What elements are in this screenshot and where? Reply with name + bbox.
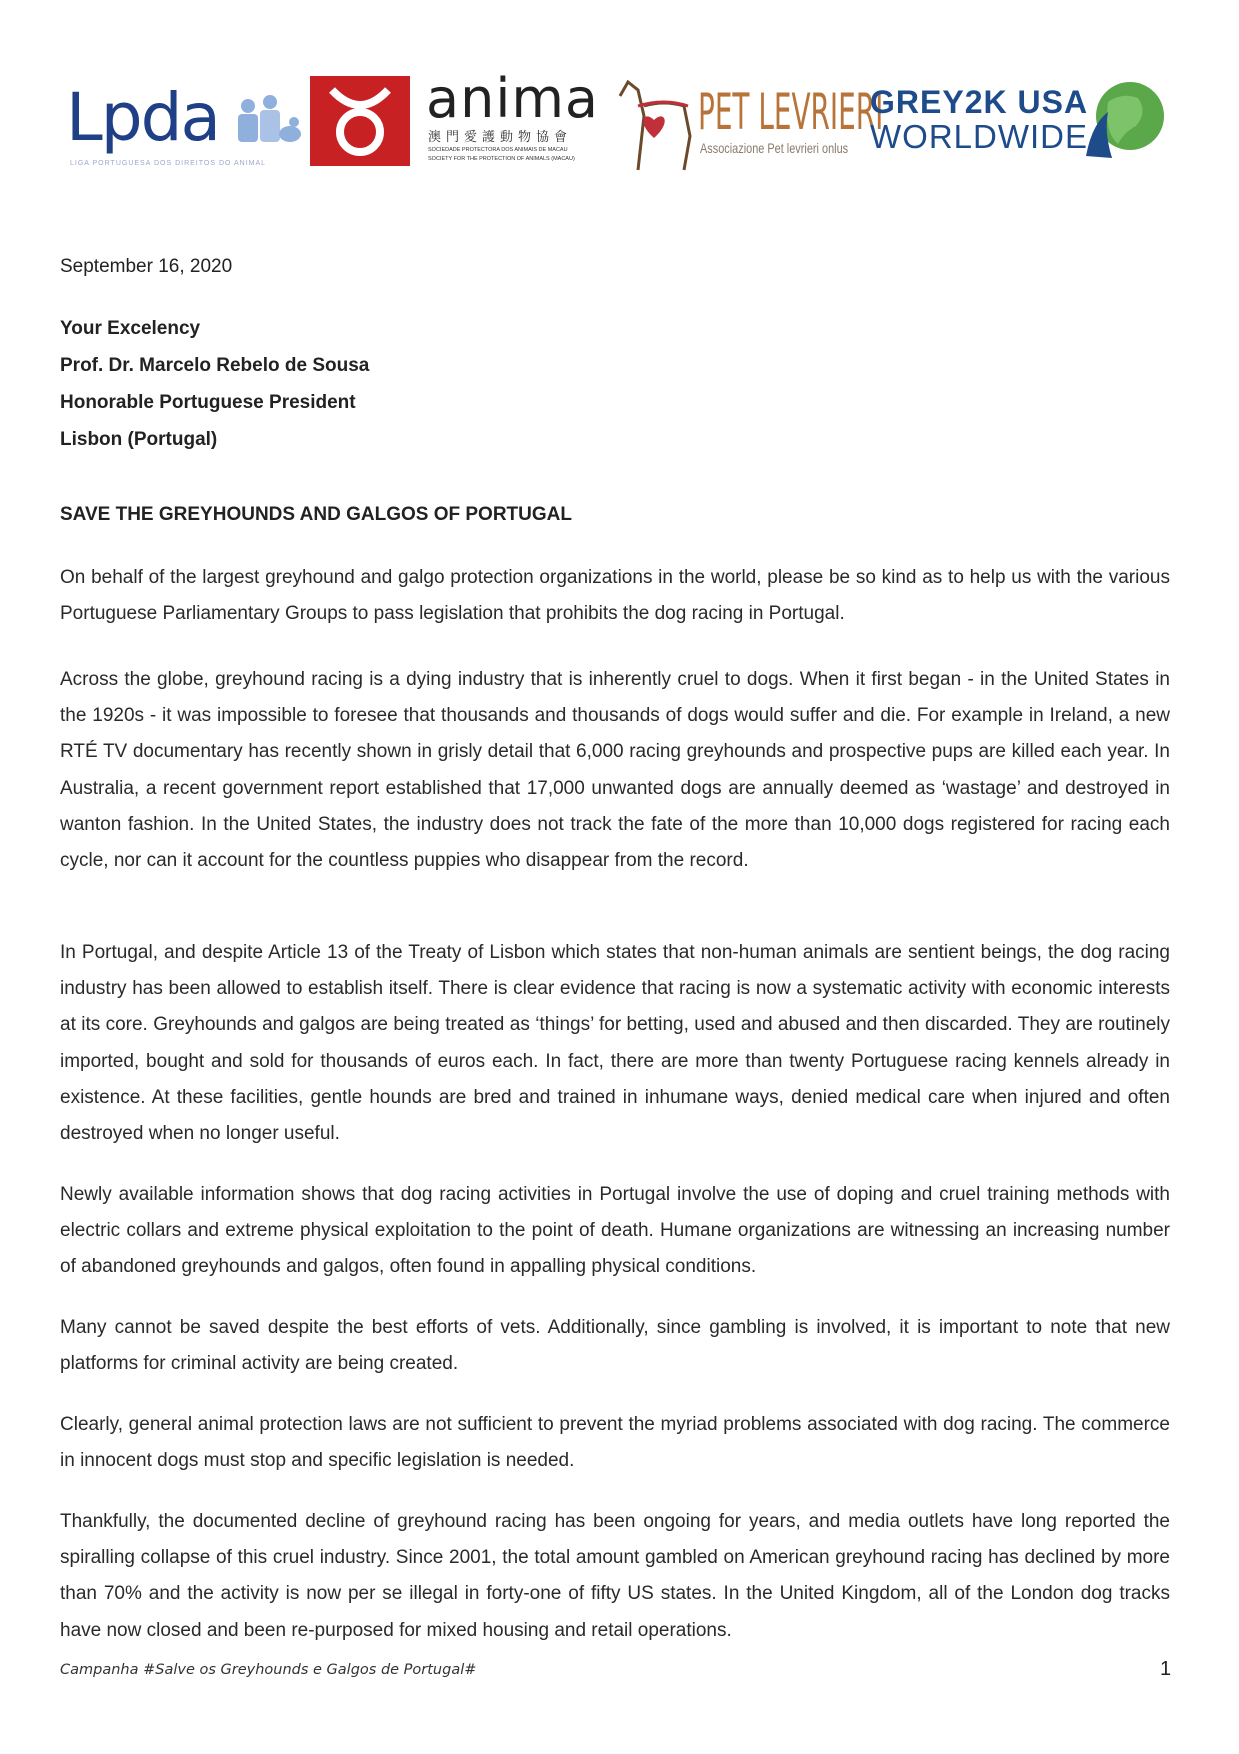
- paragraph-5: Many cannot be saved despite the best efforts of vets. Additionally, since gambling is involved, it is important to note that new platforms for criminal activity are being created.: [60, 1317, 1170, 1375]
- anima-logo: [426, 67, 606, 180]
- address-line-city: Lisbon (Portugal): [60, 429, 218, 450]
- grey2k-wordmark-bottom: WORLDWIDE: [870, 118, 1088, 155]
- letter-date: September 16, 2020: [60, 256, 233, 277]
- letter-subject: SAVE THE GREYHOUNDS AND GALGOS OF PORTUGAL: [60, 504, 572, 525]
- paragraph-2: Across the globe, greyhound racing is a dying industry that is inherently cruel to dogs. When it first began - in the United States in the 1920s - it was impossible to foresee that thousands and thousands of dogs would suffer and die. For example in Ireland, a new RTÉ TV documentary has recently shown in grisly detail that 6,000 racing greyhounds and prospective pups are killed each year. In Australia, a recent government report established that 17,000 unwanted dogs are annually deemed as ‘wastage’ and destroyed in wanton fashion. In the United States, the industry does not track the fate of the more than 10,000 dogs registered for racing each cycle, nor can it account for the countless puppies who disappear from the record.: [60, 669, 1170, 872]
- family-icon: [230, 92, 302, 148]
- grey2k-logo: [870, 72, 1190, 182]
- paragraph-1: On behalf of the largest greyhound and galgo protection organizations in the world, please be so kind as to help us with the various Portuguese Parliamentary Groups to pass legislation that prohibits the dog racing in Portugal.: [60, 567, 1170, 625]
- anima-subtitle-en: SOCIETY FOR THE PROTECTION OF ANIMALS (MACAU): [428, 156, 575, 162]
- greyhound-heart-icon: [614, 76, 700, 172]
- taurus-symbol-icon: [310, 76, 410, 166]
- page-number: 1: [1160, 1658, 1172, 1680]
- anima-wordmark: anima: [426, 67, 600, 130]
- address-line-name: Prof. Dr. Marcelo Rebelo de Sousa: [60, 355, 370, 376]
- grey2k-wordmark-top: GREY2K USA: [870, 84, 1089, 120]
- paragraph-7: Thankfully, the documented decline of greyhound racing has been ongoing for years, and media outlets have long reported the spiralling collapse of this cruel industry. Since 2001, the total amount gambled on American greyhound racing has declined by more than 70% and the activity is now per se illegal in forty-one of fifty US states. In the United Kingdom, all of the London dog tracks have now closed and been re-purposed for mixed housing and retail operations.: [60, 1511, 1170, 1641]
- address-line-salutation: Your Excelency: [60, 318, 201, 339]
- paragraph-3: In Portugal, and despite Article 13 of the Treaty of Lisbon which states that non-human animals are sentient beings, the dog racing industry has been allowed to establish itself. There is clear evidence that racing is now a systematic activity with economic interests at its core. Greyhounds and galgos are being treated as ‘things’ for betting, used and abused and then discarded. They are routinely imported, bought and sold for thousands of euros each. In fact, there are more than twenty Portuguese racing kennels already in existence. At these facilities, gentle hounds are bred and trained in inhumane ways, denied medical care when injured and often destroyed when no longer useful.: [60, 942, 1170, 1145]
- anima-chinese-name: 澳門愛護動物協會: [428, 129, 573, 144]
- address-line-title: Honorable Portuguese President: [60, 392, 356, 413]
- globe-icon: [1078, 72, 1168, 162]
- pet-levrieri-logo: [698, 82, 884, 174]
- paragraph-6: Clearly, general animal protection laws are not sufficient to prevent the myriad problems associated with dog racing. The commerce in innocent dogs must stop and specific legislation is needed.: [60, 1414, 1170, 1472]
- footer-campaign: Campanha #Salve os Greyhounds e Galgos de Portugal#: [60, 1662, 477, 1678]
- pet-levrieri-subtitle: Associazione Pet levrieri onlus: [700, 140, 849, 156]
- pet-levrieri-wordmark: PET LEVRIERI: [698, 83, 884, 141]
- lpda-wordmark: Lpda: [66, 79, 220, 156]
- lpda-logo: [58, 78, 298, 178]
- lpda-subtitle: LIGA PORTUGUESA DOS DIREITOS DO ANIMAL: [70, 160, 267, 167]
- header-logos: [58, 67, 1183, 185]
- anima-subtitle-pt: SOCIEDADE PROTECTORA DOS ANIMAIS DE MACAU: [428, 147, 568, 153]
- paragraph-4: Newly available information shows that dog racing activities in Portugal involve the use of doping and cruel training methods with electric collars and extreme physical exploitation to the point of death. Humane organizations are witnessing an increasing number of abandoned greyhounds and galgos, often found in appalling physical conditions.: [60, 1184, 1170, 1278]
